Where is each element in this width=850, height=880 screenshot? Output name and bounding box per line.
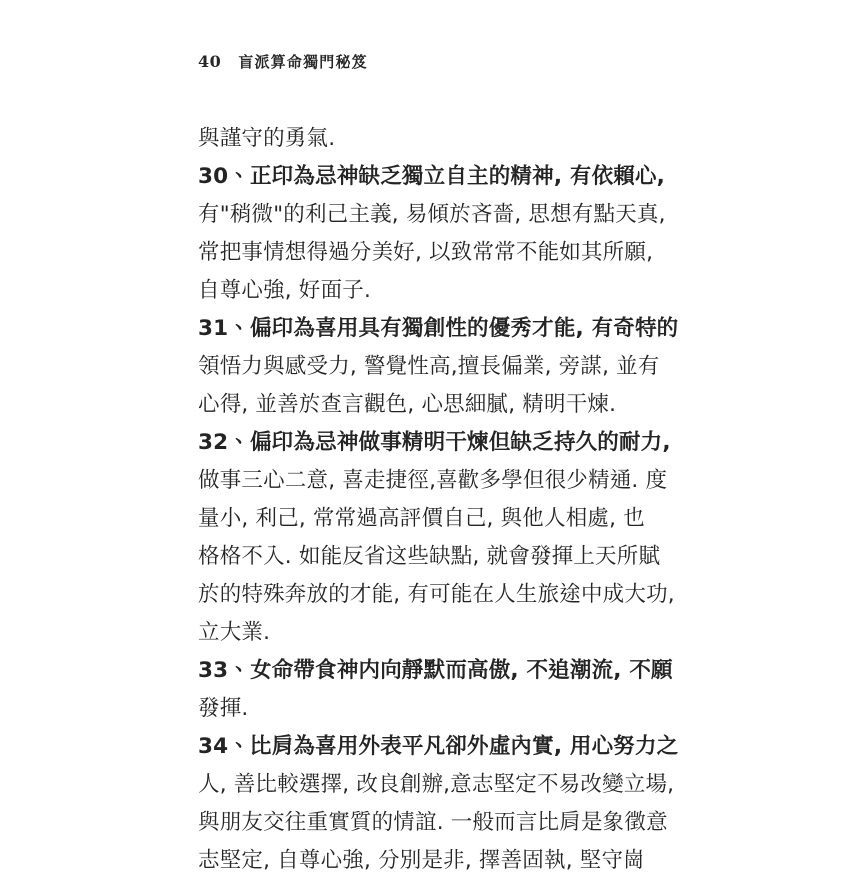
body-line: 常把事情想得過分美好, 以致常常不能如其所願, xyxy=(198,240,654,265)
body-line: 做事三心二意, 喜走捷徑,喜歡多學但很少精通. 度 xyxy=(198,468,668,493)
body-line: 自尊心強, 好面子. xyxy=(198,278,372,303)
body-line: 格格不入. 如能反省这些缺點, 就會發揮上天所賦 xyxy=(198,544,661,569)
page-number: 40 xyxy=(198,52,222,71)
body-line: 有"稍微"的利己主義, 易傾於吝嗇, 思想有點天真, xyxy=(198,202,666,227)
body-text-block xyxy=(198,120,679,880)
body-line-item-start: 33、女命帶食神内向靜默而高傲, 不追潮流, 不願 xyxy=(198,658,673,683)
body-line: 與謹守的勇氣. xyxy=(198,126,336,151)
body-line-item-start: 30、正印為忌神缺乏獨立自主的精神, 有依賴心, xyxy=(198,164,666,189)
body-line-item-start: 31、偏印為喜用具有獨創性的優秀才能, 有奇特的 xyxy=(198,316,679,341)
body-line: 領悟力與感受力, 警覺性高,擅長偏業, 旁謀, 並有 xyxy=(198,354,660,379)
body-line: 心得, 並善於查言觀色, 心思細膩, 精明干煉. xyxy=(198,392,617,417)
body-line: 發揮. xyxy=(198,696,249,721)
body-line: 量小, 利己, 常常過高評價自己, 與他人相處, 也 xyxy=(198,506,645,531)
body-line-item-start: 32、偏印為忌神做事精明干煉但缺乏持久的耐力, xyxy=(198,430,671,455)
book-title: 盲派算命獨門秘笈 xyxy=(238,53,368,71)
body-line-item-start: 34、比肩為喜用外表平凡卻外虛內實, 用心努力之 xyxy=(198,734,679,759)
body-line: 於的特殊奔放的才能, 有可能在人生旅途中成大功, xyxy=(198,582,675,607)
body-line: 與朋友交往重實質的情誼. 一般而言比肩是象徵意 xyxy=(198,810,668,835)
body-line: 人, 善比較選擇, 改良創辦,意志堅定不易改變立場, xyxy=(198,772,675,797)
running-head xyxy=(198,51,368,72)
body-line: 立大業. xyxy=(198,620,271,645)
body-line: 志堅定, 自尊心強, 分別是非, 擇善固執, 堅守崗 xyxy=(198,848,645,873)
